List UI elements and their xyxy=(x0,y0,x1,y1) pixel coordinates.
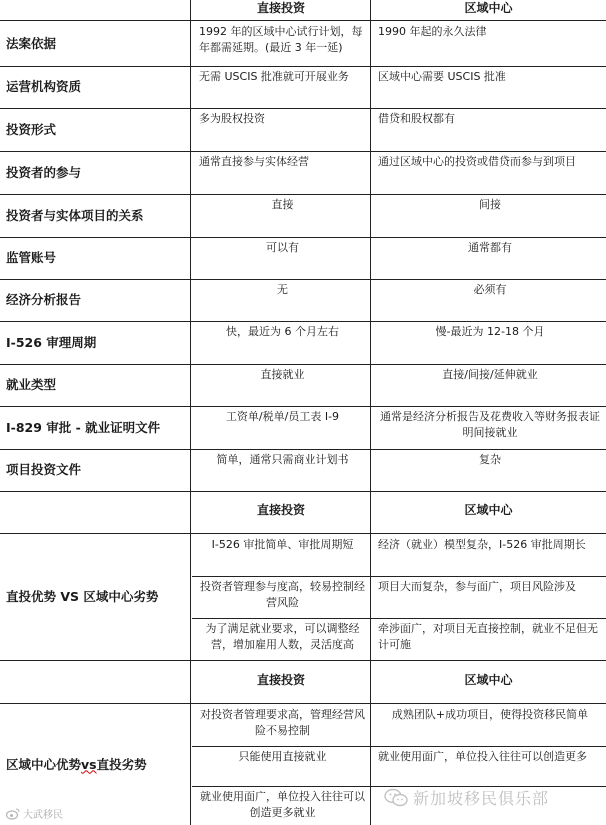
row-label: 经济分析报告 xyxy=(6,292,82,307)
row-label: I-526 审理周期 xyxy=(6,334,97,350)
header-regional: 区域中心 xyxy=(464,1,513,15)
grid-line xyxy=(0,703,606,704)
grid-line xyxy=(192,746,606,747)
weibo-icon xyxy=(6,808,20,820)
row-regional: 通常是经济分析报告及花费收入等财务报表证明间接就业 xyxy=(380,410,600,439)
row-regional: 区域中心需要 USCIS 批准 xyxy=(378,70,506,83)
section-direct: 就业使用面广，单位投入往往可以创造更多就业 xyxy=(200,790,365,819)
watermark-left xyxy=(6,806,63,821)
section-regional: 成熟团队+成功项目，使得投资移民简单 xyxy=(391,708,589,721)
section-label: 直投优势 VS 区域中心劣势 xyxy=(6,589,159,604)
row-regional: 1990 年起的永久法律 xyxy=(378,25,487,38)
grid-line xyxy=(0,449,606,450)
watermark-right-text: 新加坡移民俱乐部 xyxy=(413,789,550,808)
header-direct: 直接投资 xyxy=(256,673,305,687)
row-label: 投资形式 xyxy=(6,121,57,137)
grid-line xyxy=(0,237,606,238)
row-regional: 借贷和股权都有 xyxy=(378,112,455,125)
row-label: 监管账号 xyxy=(6,250,57,265)
row-direct: 无 xyxy=(277,283,288,296)
wechat-icon xyxy=(384,788,408,808)
section-label-vs: vs xyxy=(81,756,97,772)
grid-line xyxy=(0,406,606,407)
row-label: 项目投资文件 xyxy=(6,462,82,477)
row-direct: 多为股权投资 xyxy=(199,112,265,125)
section-regional: 就业使用面广，单位投入往往可以创造更多 xyxy=(378,750,587,763)
row-regional: 通过区域中心的投资或借贷而参与到项目 xyxy=(378,155,576,168)
grid-line xyxy=(0,491,606,492)
section-direct: I-526 审批简单、审批周期短 xyxy=(211,538,354,551)
section-direct: 投资者管理参与度高，较易控制经营风险 xyxy=(200,580,365,609)
row-direct: 快，最近为 6 个月左右 xyxy=(226,325,339,338)
grid-line xyxy=(190,0,191,825)
row-direct: 1992 年的区域中心试行计划，每年都需延期。(最近 3 年一延) xyxy=(199,25,363,54)
row-label: 投资者的参与 xyxy=(6,164,82,180)
section-direct: 对投资者管理要求高，管理经营风险不易控制 xyxy=(200,708,365,737)
section-regional: 项目大而复杂，参与面广，项目风险涉及 xyxy=(378,580,576,593)
grid-line xyxy=(0,364,606,365)
row-regional: 间接 xyxy=(479,198,501,211)
section-label-post: 直投劣势 xyxy=(96,756,147,772)
grid-line xyxy=(0,20,606,21)
grid-line xyxy=(0,194,606,195)
header-direct: 直接投资 xyxy=(256,503,305,517)
grid-line xyxy=(0,108,606,109)
watermark-right xyxy=(384,786,549,809)
row-label: 投资者与实体项目的关系 xyxy=(6,207,144,223)
grid-line xyxy=(0,151,606,152)
row-label: 法案依据 xyxy=(6,35,57,51)
row-regional: 直接/间接/延伸就业 xyxy=(442,368,538,381)
row-direct: 工资单/税单/员工表 I-9 xyxy=(225,410,340,423)
grid-line xyxy=(0,279,606,280)
section-direct: 只能使用直接就业 xyxy=(238,750,327,763)
row-regional: 慢-最近为 12-18 个月 xyxy=(435,325,545,338)
grid-line xyxy=(0,660,606,661)
row-label: 运营机构资质 xyxy=(6,79,82,94)
grid-line xyxy=(0,533,606,534)
row-regional: 通常都有 xyxy=(468,241,512,254)
row-label: I-829 审批 - 就业证明文件 xyxy=(6,419,161,435)
row-direct: 通常直接参与实体经营 xyxy=(199,155,309,168)
row-regional: 必须有 xyxy=(473,283,507,296)
row-direct: 无需 USCIS 批准就可开展业务 xyxy=(199,70,349,83)
section-label-pre: 区域中心优势 xyxy=(6,756,82,772)
grid-line xyxy=(370,0,371,825)
row-direct: 直接就业 xyxy=(260,368,305,381)
section-regional: 牵涉面广，对项目无直接控制，就业不足但无计可施 xyxy=(378,622,598,651)
section-direct: 为了满足就业要求，可以调整经营，增加雇用人数，灵活度高 xyxy=(205,622,360,651)
grid-line xyxy=(0,66,606,67)
header-regional: 区域中心 xyxy=(464,503,513,517)
grid-line xyxy=(0,321,606,322)
header-direct: 直接投资 xyxy=(256,1,305,15)
watermark-left-text: 大武移民 xyxy=(23,810,63,821)
section-regional: 经济（就业）模型复杂，I-526 审批周期长 xyxy=(378,538,586,551)
row-label: 就业类型 xyxy=(6,377,57,392)
row-direct: 直接 xyxy=(271,198,294,211)
row-direct: 简单，通常只需商业计划书 xyxy=(216,453,349,466)
grid-line xyxy=(192,618,606,619)
grid-line xyxy=(192,576,606,577)
header-regional: 区域中心 xyxy=(464,673,513,687)
row-direct: 可以有 xyxy=(266,241,299,254)
row-regional: 复杂 xyxy=(479,453,501,466)
